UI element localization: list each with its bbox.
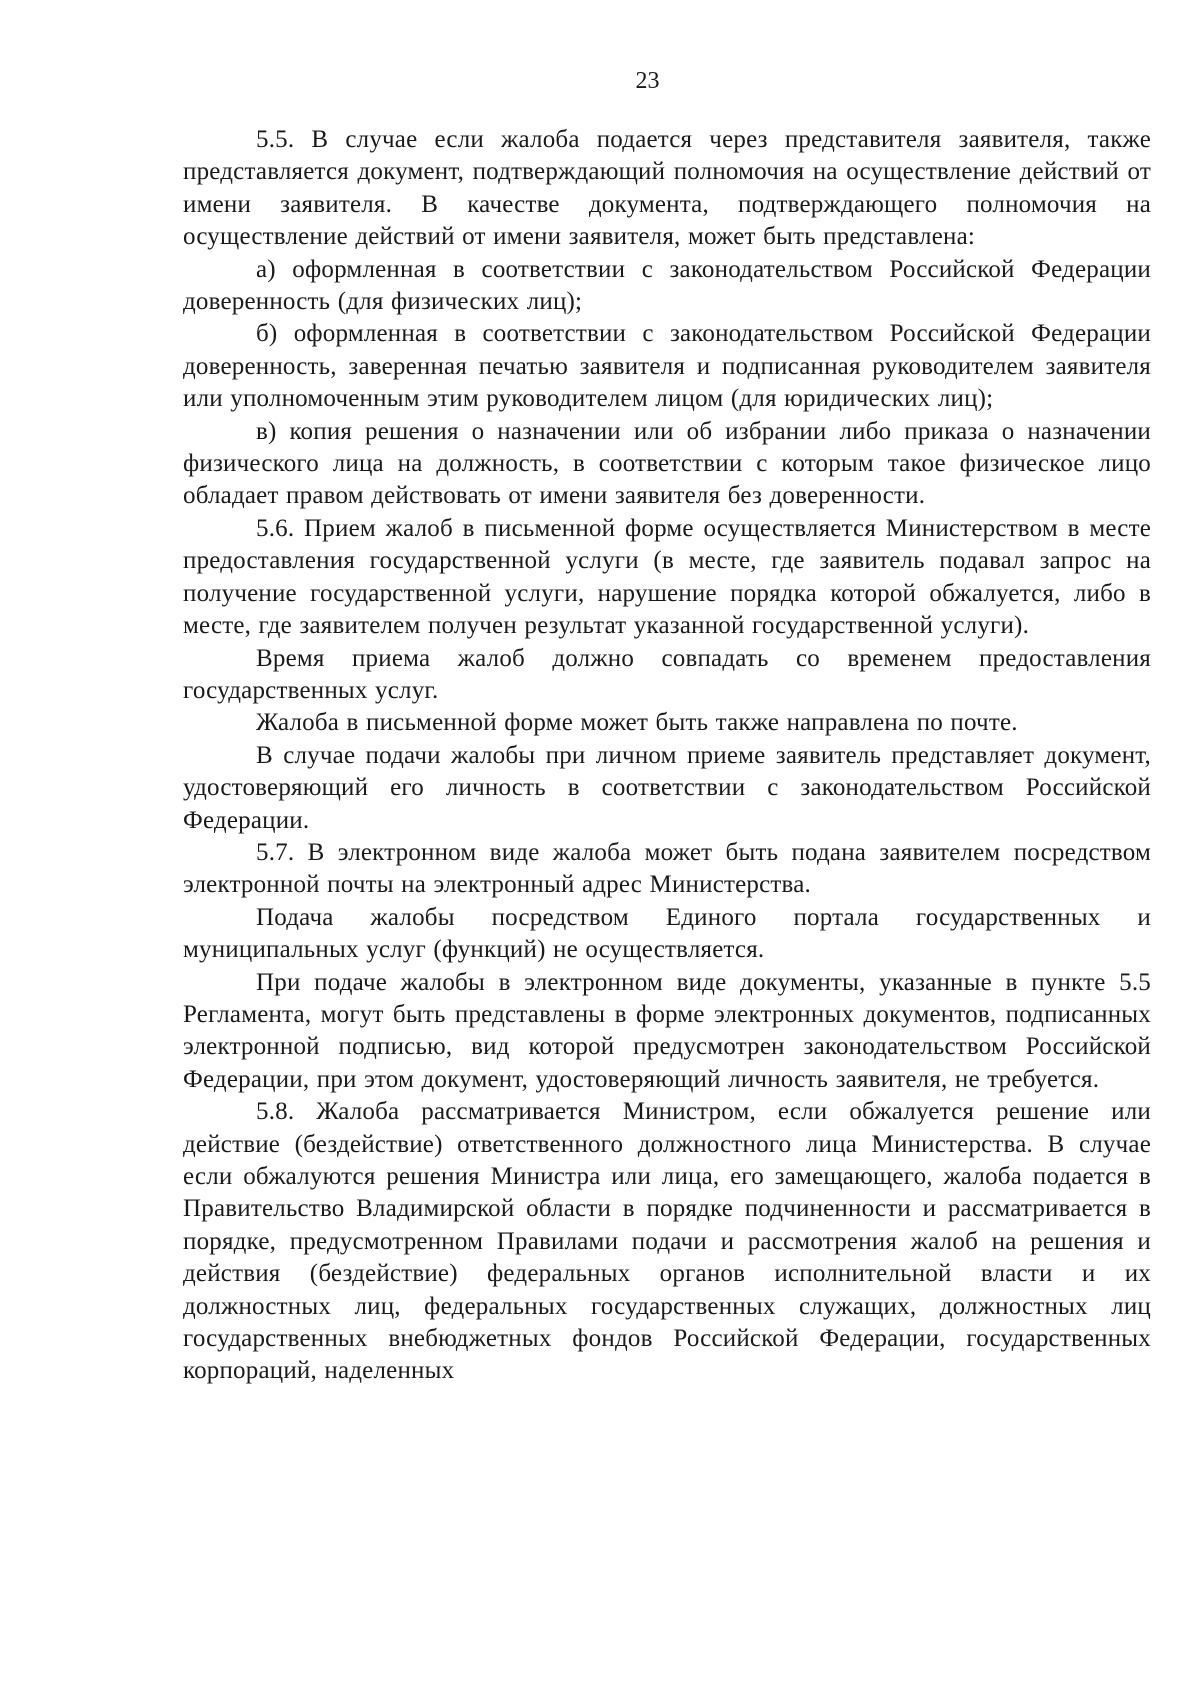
paragraph-item-b: б) оформленная в соответствии с законодательством Российской Федерации доверенность, заверенная печатью заявителя и подписанная руководителем заявителя или уполномоченным этим руководителем лицом (для юридических лиц); <box>183 320 1151 413</box>
paragraph-5-7: 5.7. В электронном виде жалоба может быть подана заявителем посредством электронной почты на электронный адрес Министерства. <box>183 838 1151 899</box>
document-body <box>183 124 1151 1388</box>
paragraph-item-v: в) копия решения о назначении или об избрании либо приказа о назначении физического лица на должность, в соответствии с которым такое физическое лицо обладает правом действовать от имени заявителя без доверенности. <box>183 417 1151 510</box>
paragraph-mail: Жалоба в письменной форме может быть также направлена по почте. <box>256 709 1018 737</box>
paragraph-5-6: 5.6. Прием жалоб в письменной форме осуществляется Министерством в месте предоставления государственной услуги (в месте, где заявитель подавал запрос на получение государственной услуги, нарушение порядка которой обжалуется, либо в месте, где заявителем получен результат указанной государственной услуги). <box>183 514 1151 640</box>
paragraph-5-8: 5.8. Жалоба рассматривается Министром, если обжалуется решение или действие (бездействие) ответственного должностного лица Министерства. В случае если обжалуются решения Министра или лица, его замещающего, жалоба подается в Правительство Владимирской области в порядке подчиненности и рассматривается в порядке, предусмотренном Правилами подачи и рассмотрения жалоб на решения и действия (бездействие) федеральных органов исполнительной власти и их должностных лиц, федеральных государственных служащих, должностных лиц государственных внебюджетных фондов Российской Федерации, государственных корпораций, наделенных <box>183 1098 1151 1385</box>
paragraph-reception-time: Время приема жалоб должно совпадать со временем предоставления государственных услуг. <box>183 644 1151 704</box>
paragraph-unified-portal: Подача жалобы посредством Единого портала государственных и муниципальных услуг (функций) не осуществляется. <box>183 903 1151 964</box>
paragraph-electronic-documents: При подаче жалобы в электронном виде документы, указанные в пункте 5.5 Регламента, могут быть представлены в форме электронных документов, подписанных электронной подписью, вид которой предусмотрен законодательством Российской Федерации, при этом документ, удостоверяющий личность заявителя, не требуется. <box>183 968 1151 1093</box>
paragraph-personal-reception: В случае подачи жалобы при личном приеме заявитель представляет документ, удостоверяющий его личность в соответствии с законодательством Российской Федерации. <box>183 741 1151 834</box>
page-number: 23 <box>635 68 660 94</box>
paragraph-item-a: а) оформленная в соответствии с законодательством Российской Федерации доверенность (для физических лиц); <box>183 255 1151 316</box>
paragraph-5-5: 5.5. В случае если жалоба подается через представителя заявителя, также представляется документ, подтверждающий полномочия на осуществление действий от имени заявителя. В качестве документа, подтверждающего полномочия на осуществление действий от имени заявителя, может быть представлена: <box>183 126 1151 251</box>
